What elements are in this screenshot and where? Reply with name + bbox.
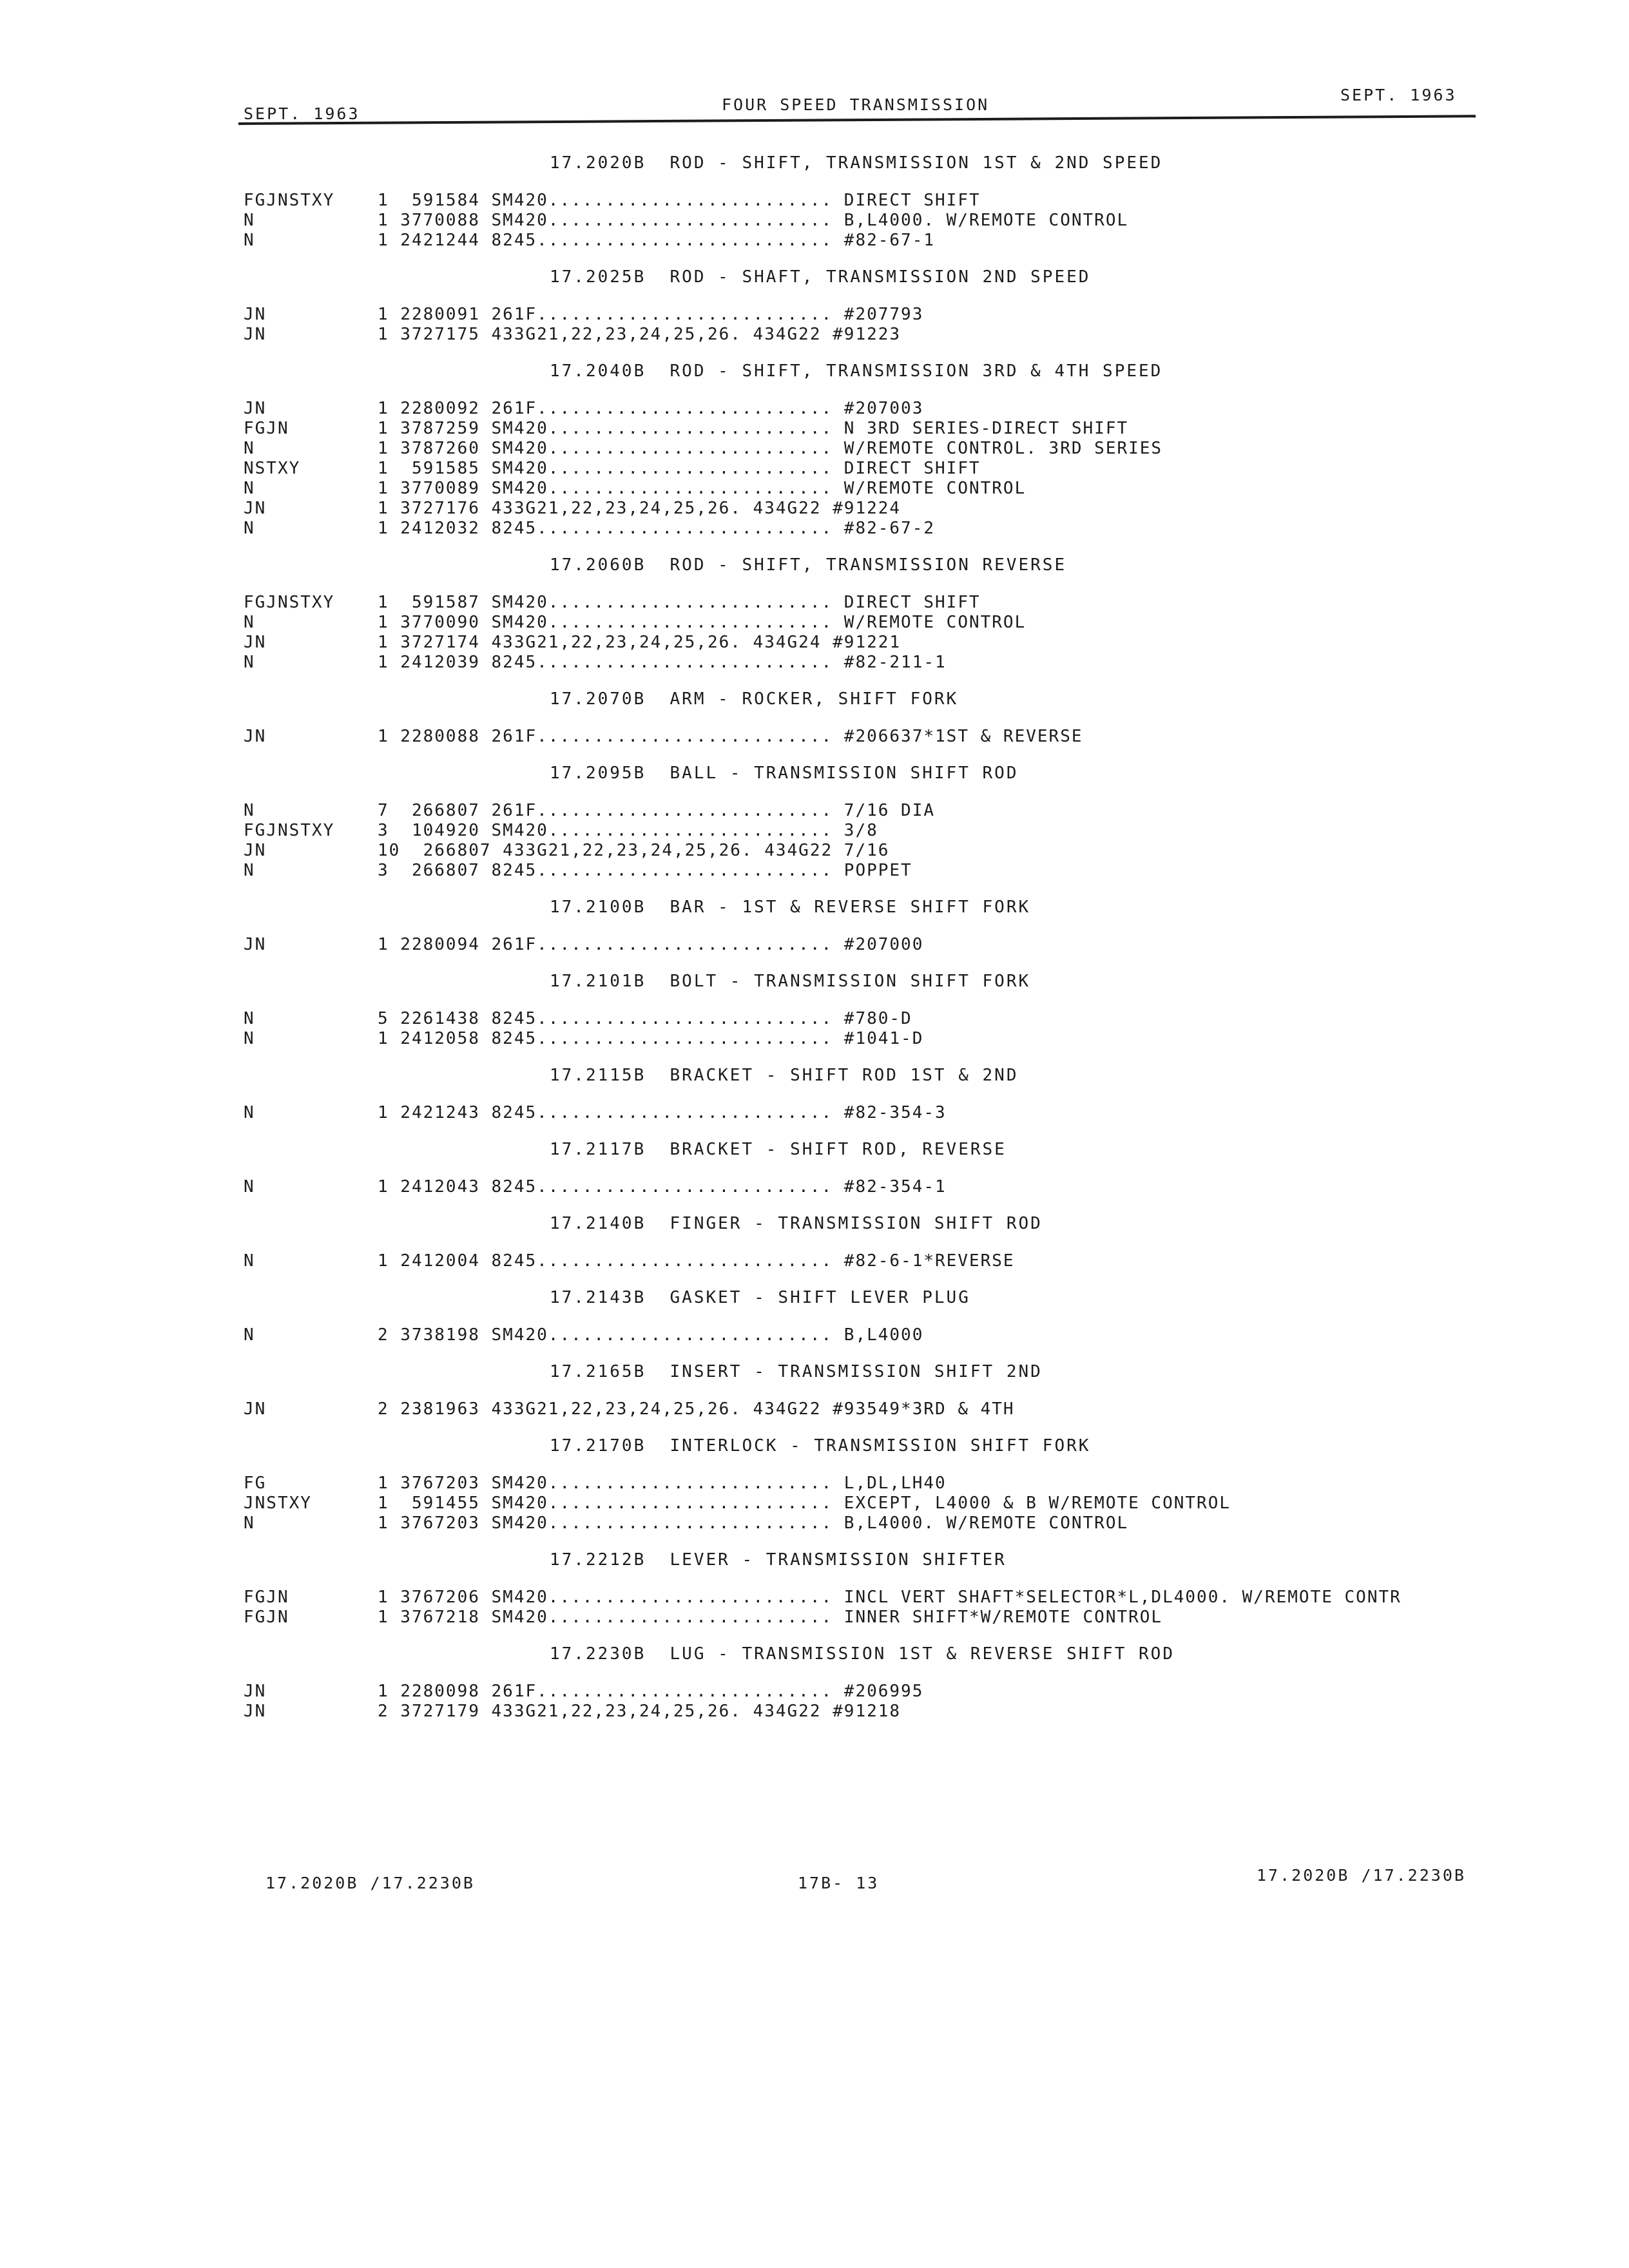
part-models: N [244, 1514, 255, 1533]
section-title: 17.2095B BALL - TRANSMISSION SHIFT ROD [550, 764, 1019, 783]
part-row [244, 1608, 1500, 1628]
part-models: N [244, 1251, 255, 1271]
part-row [244, 231, 1500, 251]
part-models: JN [244, 841, 267, 860]
parts-section [244, 358, 1500, 539]
part-line: 1 3770088 SM420......................... B,L4000. W/REMOTE CONTROL [378, 211, 1129, 230]
parts-section [244, 1062, 1500, 1123]
part-models: N [244, 211, 255, 230]
part-row [244, 801, 1500, 821]
part-line: 1 3767206 SM420......................... INCL VERT SHAFT*SELECTOR*L,DL4000. W/REMOTE CONTR [378, 1588, 1402, 1607]
part-line: 7 266807 261F.......................... 7/16 DIA [378, 801, 936, 820]
section-title: 17.2101B BOLT - TRANSMISSION SHIFT FORK [550, 972, 1031, 991]
part-models: FGJNSTXY [244, 821, 335, 840]
part-line: 1 2421244 8245.......................... #82-67-1 [378, 231, 936, 250]
part-models: N [244, 801, 255, 820]
part-models: N [244, 519, 255, 538]
header-title: FOUR SPEED TRANSMISSION [722, 95, 990, 114]
part-row [244, 841, 1500, 861]
part-line: 1 3767203 SM420......................... L,DL,LH40 [378, 1474, 947, 1493]
header-date-left: SEPT. 1963 [244, 104, 360, 123]
part-line: 1 2280088 261F.......................... #206637*1ST & REVERSE [378, 727, 1083, 746]
part-line: 1 2412043 8245.......................... #82-354-1 [378, 1177, 947, 1196]
section-title: 17.2060B ROD - SHIFT, TRANSMISSION REVERSE [550, 555, 1067, 575]
part-models: N [244, 861, 255, 880]
parts-section [244, 686, 1500, 747]
part-line: 2 3727179 433G21,22,23,24,25,26. 434G22 #91218 [378, 1702, 901, 1721]
section-title: 17.2165B INSERT - TRANSMISSION SHIFT 2ND [550, 1362, 1043, 1381]
part-models: NSTXY [244, 459, 301, 478]
part-row [244, 1029, 1500, 1049]
part-models: JN [244, 305, 267, 324]
part-models: N [244, 1029, 255, 1048]
header-rule [238, 115, 1476, 125]
section-title: 17.2070B ARM - ROCKER, SHIFT FORK [550, 689, 959, 709]
part-row [244, 653, 1500, 673]
section-title: 17.2143B GASKET - SHIFT LEVER PLUG [550, 1288, 970, 1307]
part-models: JN [244, 1682, 267, 1701]
part-row [244, 861, 1500, 881]
part-line: 3 266807 8245.......................... POPPET [378, 861, 912, 880]
part-row [244, 499, 1500, 519]
part-models: JN [244, 499, 267, 518]
part-line: 1 591455 SM420......................... EXCEPT, L4000 & B W/REMOTE CONTROL [378, 1494, 1231, 1513]
part-row [244, 1514, 1500, 1533]
header-date-right: SEPT. 1963 [1340, 86, 1457, 104]
part-models: JNSTXY [244, 1494, 312, 1513]
part-row [244, 479, 1500, 499]
part-line: 1 2280094 261F.......................... #207000 [378, 935, 924, 954]
part-row [244, 419, 1500, 439]
part-models: JN [244, 1702, 267, 1721]
section-title: 17.2117B BRACKET - SHIFT ROD, REVERSE [550, 1140, 1007, 1159]
part-models: JN [244, 727, 267, 746]
part-row [244, 519, 1500, 539]
part-line: 2 3738198 SM420......................... B,L4000 [378, 1325, 924, 1345]
parts-section [244, 1640, 1500, 1722]
part-row [244, 1103, 1500, 1123]
section-title: 17.2025B ROD - SHAFT, TRANSMISSION 2ND SPEED [550, 267, 1091, 287]
parts-section [244, 149, 1500, 251]
part-models: N [244, 1325, 255, 1345]
part-line: 1 2412032 8245.......................... #82-67-2 [378, 519, 936, 538]
part-line: 2 2381963 433G21,22,23,24,25,26. 434G22 #93549*3RD & 4TH [378, 1399, 1015, 1419]
part-row [244, 1682, 1500, 1702]
part-row [244, 1009, 1500, 1029]
part-models: N [244, 439, 255, 458]
parts-section [244, 1210, 1500, 1271]
part-line: 3 104920 SM420......................... 3/8 [378, 821, 878, 840]
part-row [244, 1325, 1500, 1345]
part-line: 1 3727175 433G21,22,23,24,25,26. 434G22 #91223 [378, 325, 901, 344]
part-row [244, 935, 1500, 955]
parts-section [244, 264, 1500, 345]
part-row [244, 633, 1500, 653]
parts-sections [244, 149, 1500, 1722]
parts-section [244, 1432, 1500, 1533]
part-models: N [244, 231, 255, 250]
part-row [244, 325, 1500, 345]
part-models: JN [244, 325, 267, 344]
part-line: 1 3727174 433G21,22,23,24,25,26. 434G24 #91221 [378, 633, 901, 652]
part-models: N [244, 1177, 255, 1196]
part-row [244, 593, 1500, 613]
section-title: 17.2140B FINGER - TRANSMISSION SHIFT ROD [550, 1214, 1043, 1233]
parts-section [244, 760, 1500, 881]
part-row [244, 191, 1500, 211]
part-row [244, 1702, 1500, 1722]
part-line: 1 2412039 8245.......................... #82-211-1 [378, 653, 947, 672]
part-models: JN [244, 1399, 267, 1419]
part-row [244, 1399, 1500, 1419]
part-models: FG [244, 1474, 267, 1493]
part-line: 1 591587 SM420......................... DIRECT SHIFT [378, 593, 981, 612]
part-row [244, 211, 1500, 231]
part-models: FGJNSTXY [244, 593, 335, 612]
part-row [244, 1588, 1500, 1608]
part-line: 10 266807 433G21,22,23,24,25,26. 434G22 7/16 [378, 841, 890, 860]
part-row [244, 399, 1500, 419]
section-title: 17.2115B BRACKET - SHIFT ROD 1ST & 2ND [550, 1066, 1019, 1085]
part-row [244, 305, 1500, 325]
part-line: 1 591584 SM420......................... DIRECT SHIFT [378, 191, 981, 210]
part-row [244, 613, 1500, 633]
part-models: JN [244, 633, 267, 652]
section-title: 17.2040B ROD - SHIFT, TRANSMISSION 3RD & 4TH SPEED [550, 361, 1163, 381]
parts-section [244, 1136, 1500, 1197]
footer-range-right: 17.2020B /17.2230B [1257, 1866, 1466, 1885]
part-models: FGJN [244, 419, 289, 438]
part-row [244, 1177, 1500, 1197]
part-line: 1 3770090 SM420......................... W/REMOTE CONTROL [378, 613, 1027, 632]
part-row [244, 1494, 1500, 1514]
parts-section [244, 1284, 1500, 1345]
part-row [244, 821, 1500, 841]
parts-section [244, 552, 1500, 673]
part-line: 1 3787259 SM420......................... N 3RD SERIES-DIRECT SHIFT [378, 419, 1129, 438]
part-line: 1 2280092 261F.......................... #207003 [378, 399, 924, 418]
part-row [244, 439, 1500, 459]
part-line: 1 2421243 8245.......................... #82-354-3 [378, 1103, 947, 1122]
parts-section [244, 894, 1500, 955]
part-line: 1 3767218 SM420......................... INNER SHIFT*W/REMOTE CONTROL [378, 1608, 1163, 1627]
part-row [244, 1474, 1500, 1494]
parts-section [244, 1358, 1500, 1419]
section-title: 17.2230B LUG - TRANSMISSION 1ST & REVERSE SHIFT ROD [550, 1644, 1175, 1664]
section-title: 17.2212B LEVER - TRANSMISSION SHIFTER [550, 1550, 1007, 1570]
section-title: 17.2100B BAR - 1ST & REVERSE SHIFT FORK [550, 898, 1031, 917]
part-models: N [244, 613, 255, 632]
part-models: FGJN [244, 1588, 289, 1607]
part-line: 1 2280098 261F.......................... #206995 [378, 1682, 924, 1701]
part-line: 1 2280091 261F.......................... #207793 [378, 305, 924, 324]
footer-page-number: 17B- 13 [798, 1874, 880, 1892]
section-title: 17.2170B INTERLOCK - TRANSMISSION SHIFT FORK [550, 1436, 1091, 1456]
part-row [244, 727, 1500, 747]
parts-section [244, 968, 1500, 1049]
part-row [244, 1251, 1500, 1271]
part-line: 5 2261438 8245.......................... #780-D [378, 1009, 912, 1028]
part-models: N [244, 479, 255, 498]
part-models: N [244, 653, 255, 672]
section-title: 17.2020B ROD - SHIFT, TRANSMISSION 1ST & 2ND SPEED [550, 153, 1163, 173]
part-models: N [244, 1103, 255, 1122]
part-models: FGJN [244, 1608, 289, 1627]
footer-range-left: 17.2020B /17.2230B [265, 1874, 475, 1892]
part-line: 1 3767203 SM420......................... B,L4000. W/REMOTE CONTROL [378, 1514, 1129, 1533]
part-models: JN [244, 399, 267, 418]
part-line: 1 2412058 8245.......................... #1041-D [378, 1029, 924, 1048]
part-row [244, 459, 1500, 479]
part-models: JN [244, 935, 267, 954]
part-line: 1 2412004 8245.......................... #82-6-1*REVERSE [378, 1251, 1015, 1271]
part-line: 1 591585 SM420......................... DIRECT SHIFT [378, 459, 981, 478]
part-line: 1 3787260 SM420......................... W/REMOTE CONTROL. 3RD SERIES [378, 439, 1163, 458]
parts-section [244, 1546, 1500, 1628]
part-models: N [244, 1009, 255, 1028]
part-line: 1 3770089 SM420......................... W/REMOTE CONTROL [378, 479, 1027, 498]
part-models: FGJNSTXY [244, 191, 335, 210]
part-line: 1 3727176 433G21,22,23,24,25,26. 434G22 #91224 [378, 499, 901, 518]
